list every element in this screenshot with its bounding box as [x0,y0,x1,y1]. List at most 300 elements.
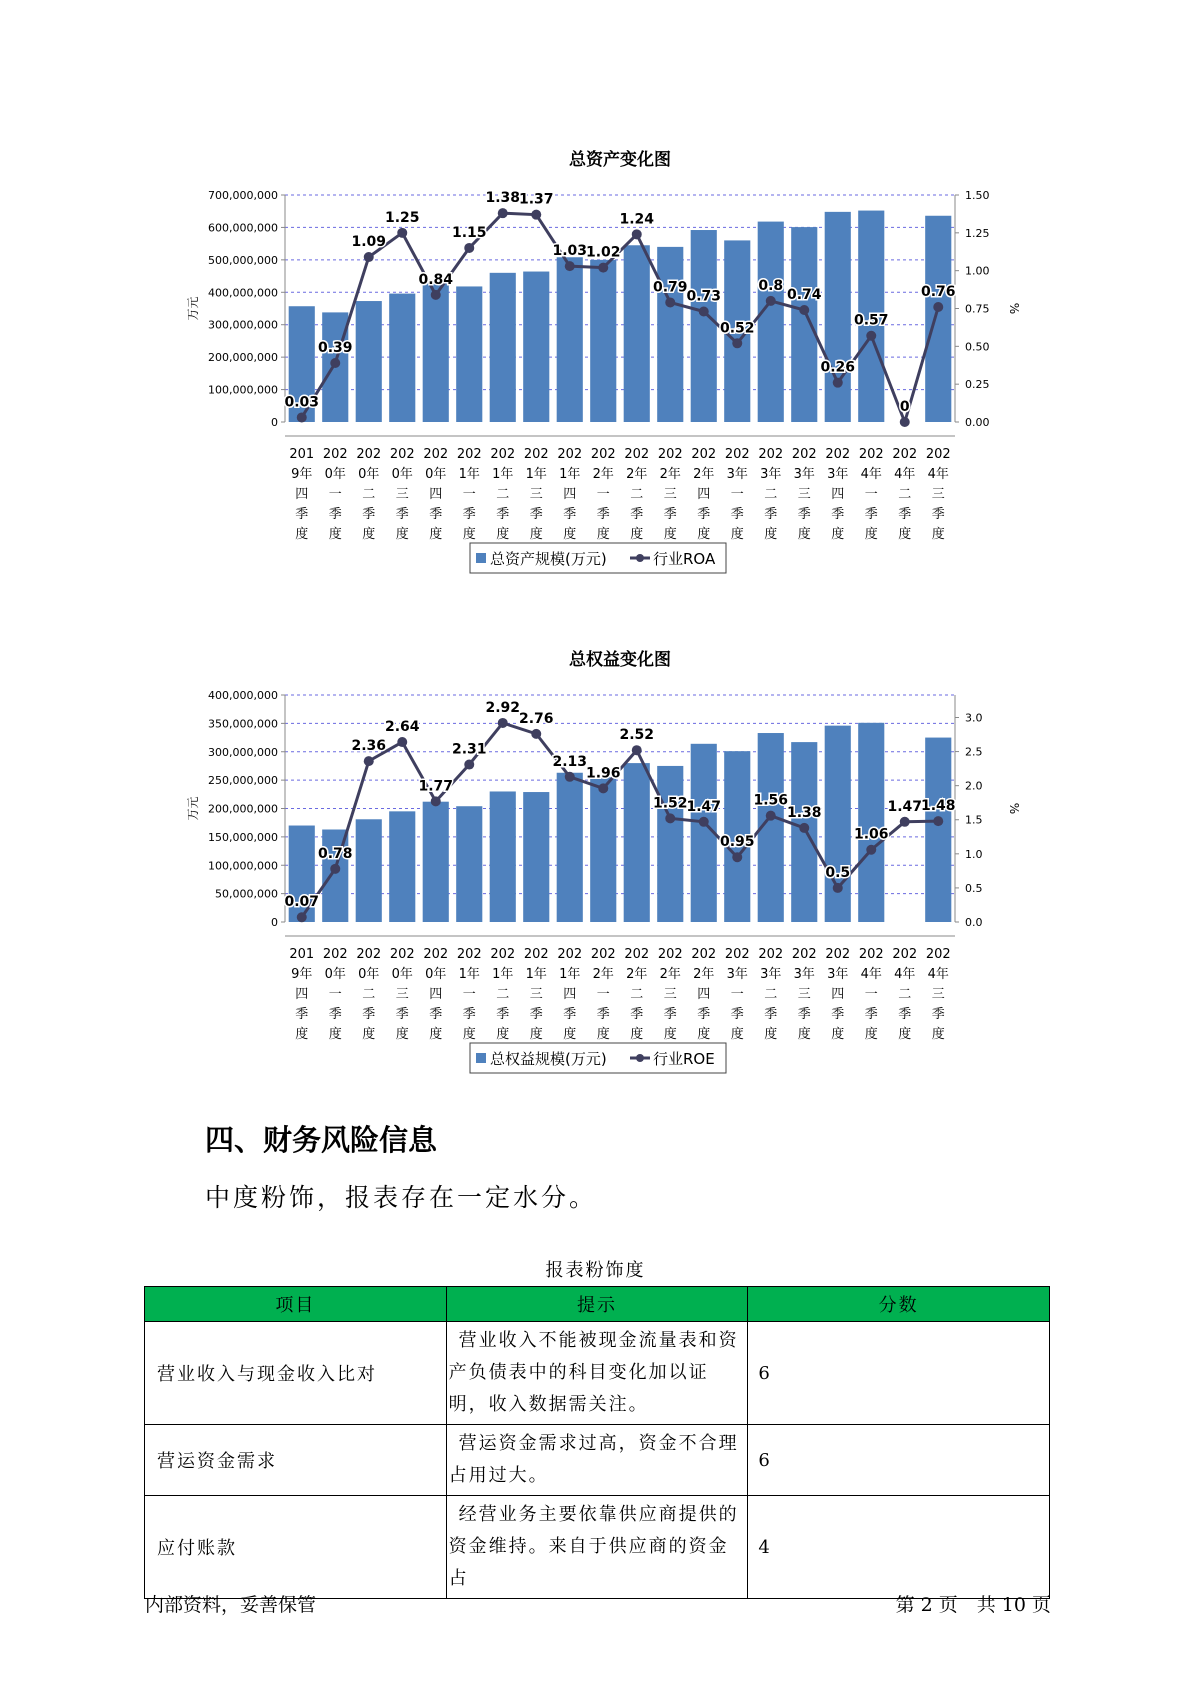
right-tick-label: 3.0 [965,711,983,725]
row-score: 6 [748,1425,1050,1496]
data-label: 0.52 [719,320,755,337]
category-label-line: 2年 [592,467,614,482]
data-label: 2.36 [351,738,387,755]
category-label-line: 四 [831,487,845,502]
right-tick-label: 1.00 [965,264,990,278]
category-label-line: 度 [362,527,376,542]
category-label-line: 季 [931,507,945,522]
data-label: 1.03 [552,243,588,260]
right-tick-label: 0.50 [965,340,990,354]
category-label-line: 3年 [760,967,782,982]
category-label-line: 4年 [860,967,882,982]
category-label-line: 2年 [592,967,614,982]
category-label-line: 1年 [458,967,480,982]
data-label: 2.76 [518,710,554,727]
left-tick-label: 150,000,000 [208,830,278,844]
risk-table [144,1286,1050,1599]
left-tick-label: 50,000,000 [215,887,278,901]
category-label-line: 202 [456,947,482,962]
category-label-line: 度 [663,527,677,542]
category-label-line: 3年 [793,967,815,982]
table-row [145,1425,1050,1496]
category-label-line: 一 [730,987,744,1002]
left-tick-label: 350,000,000 [208,717,278,731]
category-label-line: 1年 [525,467,547,482]
category-label-line: 二 [898,487,912,502]
category-label-line: 四 [697,987,711,1002]
category-label-line: 度 [931,527,945,542]
category-label-line: 季 [496,507,510,522]
category-label-line: 季 [797,1007,811,1022]
data-label: 1.09 [351,234,387,251]
category-label-line: 度 [462,1027,476,1042]
right-tick-label: 0.5 [965,881,983,895]
data-label: 1.56 [753,792,789,809]
row-hint: 营运资金需求过高，资金不合理占用过大。 [446,1425,748,1496]
category-label-line: 0年 [425,967,447,982]
category-label-line: 三 [797,487,811,502]
left-tick-label: 400,000,000 [208,286,278,300]
footer-page-number: 第 2 页 共 10 页 [895,1594,1051,1616]
right-tick-label: 0.75 [965,302,990,316]
category-label-line: 度 [898,527,912,542]
category-label-line: 季 [462,507,476,522]
category-label-line: 1年 [559,467,581,482]
category-label-line: 一 [864,987,878,1002]
category-label-line: 度 [864,1027,878,1042]
category-label-line: 季 [563,507,577,522]
left-tick-label: 600,000,000 [208,221,278,235]
y-axis-label-right: % [1007,302,1021,315]
category-label-line: 202 [322,947,348,962]
category-label-line: 度 [529,1027,543,1042]
right-tick-label: 2.0 [965,779,983,793]
data-label: 1.38 [786,804,822,821]
data-label: 1.06 [853,826,889,843]
category-label-line: 度 [864,527,878,542]
data-label: 0.76 [920,283,956,300]
table-row [145,1496,1050,1599]
category-label-line: 度 [931,1027,945,1042]
row-item: 营运资金需求 [145,1425,447,1496]
right-tick-label: 0.00 [965,416,990,429]
category-label-line: 一 [462,487,476,502]
data-label: 0.39 [317,339,353,356]
category-label-line: 度 [764,1027,778,1042]
category-label-line: 二 [362,987,376,1002]
data-label: 2.92 [485,699,521,716]
category-label-line: 度 [295,527,309,542]
category-label-line: 度 [831,1027,845,1042]
category-label-line: 度 [697,527,711,542]
category-label-line: 季 [898,1007,912,1022]
data-label: 0.5 [825,864,851,881]
table-row [145,1322,1050,1425]
category-label-line: 季 [764,1007,778,1022]
category-label-line: 四 [429,987,443,1002]
category-label-line: 202 [925,447,951,462]
category-label-line: 202 [791,947,817,962]
category-label-line: 季 [831,1007,845,1022]
category-label-line: 3年 [726,967,748,982]
category-label-line: 二 [764,487,778,502]
category-label-line: 3年 [793,467,815,482]
category-label-line: 季 [596,1007,610,1022]
category-label-line: 三 [529,487,543,502]
y-axis-label-right: % [1007,802,1021,815]
data-label: 0.03 [284,394,320,411]
category-label-line: 季 [429,507,443,522]
category-label-line: 度 [831,527,845,542]
category-label-line: 度 [663,1027,677,1042]
category-label-line: 3年 [760,467,782,482]
category-label-line: 202 [791,447,817,462]
category-label-line: 度 [496,527,510,542]
category-label-line: 2年 [693,467,715,482]
category-label-line: 二 [630,987,644,1002]
category-label-line: 三 [797,987,811,1002]
legend-bar-label: 总权益规模(万元) [490,1050,607,1068]
row-score: 6 [748,1322,1050,1425]
category-label-line: 一 [864,487,878,502]
category-label-line: 季 [395,1007,409,1022]
data-label: 0.07 [284,894,320,911]
left-tick-label: 300,000,000 [208,318,278,332]
category-label-line: 4年 [860,467,882,482]
category-label-line: 202 [322,447,348,462]
legend-bar-label: 总资产规模(万元) [490,550,607,568]
category-label-line: 度 [730,527,744,542]
data-label: 1.77 [418,778,454,795]
category-label-line: 度 [395,1027,409,1042]
category-label-line: 度 [295,1027,309,1042]
category-label-line: 202 [523,947,549,962]
category-label-line: 1年 [492,467,514,482]
category-label-line: 2年 [659,467,681,482]
category-label-line: 季 [831,507,845,522]
category-label-line: 2年 [626,967,648,982]
category-label-line: 202 [389,447,415,462]
category-label-line: 二 [764,987,778,1002]
category-label-line: 3年 [827,967,849,982]
category-label-line: 一 [462,987,476,1002]
category-label-line: 二 [496,487,510,502]
category-label-line: 一 [328,487,342,502]
category-label-line: 0年 [358,467,380,482]
category-label-line: 度 [529,527,543,542]
header-item: 项目 [145,1287,447,1322]
category-label-line: 0年 [425,467,447,482]
category-label-line: 202 [657,947,683,962]
category-label-line: 季 [630,1007,644,1022]
category-label-line: 度 [596,527,610,542]
chart-title: 总资产变化图 [569,150,671,170]
category-label-line: 202 [456,447,482,462]
category-label-line: 四 [831,987,845,1002]
data-label: 2.31 [451,741,487,758]
category-label-line: 度 [395,527,409,542]
category-label-line: 4年 [894,967,916,982]
data-label: 0.73 [686,288,722,305]
data-label: 2.64 [384,719,420,736]
category-label-line: 季 [630,507,644,522]
category-label-line: 3年 [827,467,849,482]
category-label-line: 季 [429,1007,443,1022]
footer-confidential: 内部资料，妥善保管 [145,1594,317,1616]
category-label-line: 季 [295,1007,309,1022]
data-label: 1.47 [686,798,722,815]
row-item: 应付账款 [145,1496,447,1599]
left-tick-label: 0 [271,916,278,929]
category-label-line: 202 [356,947,382,962]
category-label-line: 季 [730,507,744,522]
category-label-line: 一 [596,487,610,502]
category-label-line: 季 [563,1007,577,1022]
category-label-line: 202 [758,447,784,462]
left-tick-label: 0 [271,416,278,429]
category-label-line: 季 [295,507,309,522]
category-label-line: 202 [892,447,918,462]
category-label-line: 202 [490,447,516,462]
category-label-line: 202 [657,447,683,462]
category-label-line: 四 [563,487,577,502]
section-text: 中度粉饰，报表存在一定水分。 [205,1183,598,1212]
category-label-line: 度 [730,1027,744,1042]
category-label-line: 度 [362,1027,376,1042]
category-label-line: 0年 [391,967,413,982]
category-label-line: 度 [328,527,342,542]
category-label-line: 度 [630,1027,644,1042]
left-tick-label: 200,000,000 [208,351,278,365]
category-label-line: 202 [858,947,884,962]
category-label-line: 一 [730,487,744,502]
category-label-line: 一 [328,987,342,1002]
category-label-line: 度 [496,1027,510,1042]
category-label-line: 202 [691,947,717,962]
category-label-line: 202 [356,447,382,462]
data-label: 0 [899,399,910,415]
category-label-line: 三 [663,487,677,502]
data-label: 0.78 [317,845,353,862]
right-tick-label: 1.5 [965,813,983,827]
category-label-line: 三 [931,487,945,502]
category-label-line: 季 [395,507,409,522]
category-label-line: 季 [596,507,610,522]
category-label-line: 季 [362,1007,376,1022]
category-label-line: 四 [295,487,309,502]
category-label-line: 度 [697,1027,711,1042]
left-tick-label: 500,000,000 [208,253,278,267]
category-label-line: 3年 [726,467,748,482]
y-axis-label-left: 万元 [186,796,200,821]
category-label-line: 度 [563,527,577,542]
category-label-line: 202 [758,947,784,962]
left-tick-label: 100,000,000 [208,859,278,873]
category-label-line: 季 [797,507,811,522]
header-score: 分数 [748,1287,1050,1322]
category-label-line: 202 [389,947,415,962]
data-label: 0.79 [652,279,688,296]
category-label-line: 四 [429,487,443,502]
right-tick-label: 1.50 [965,189,990,202]
category-label-line: 二 [898,987,912,1002]
category-label-line: 202 [624,947,650,962]
category-label-line: 季 [898,507,912,522]
category-label-line: 202 [490,947,516,962]
category-label-line: 4年 [894,467,916,482]
category-label-line: 三 [395,987,409,1002]
category-label-line: 度 [898,1027,912,1042]
category-label-line: 一 [596,987,610,1002]
category-label-line: 1年 [492,967,514,982]
data-label: 2.52 [619,727,655,744]
data-label: 1.52 [652,795,688,812]
data-label: 0.26 [820,359,856,376]
category-label-line: 度 [797,527,811,542]
legend-line-label: 行业ROE [653,1050,715,1068]
category-label-line: 度 [429,1027,443,1042]
category-label-line: 201 [289,447,315,462]
category-label-line: 202 [691,447,717,462]
category-label-line: 度 [563,1027,577,1042]
category-label-line: 季 [697,1007,711,1022]
category-label-line: 202 [825,447,851,462]
category-label-line: 4年 [927,967,949,982]
category-label-line: 202 [423,947,449,962]
right-tick-label: 0.25 [965,378,990,392]
row-score: 4 [748,1496,1050,1599]
section-heading: 四、财务风险信息 [205,1123,438,1157]
y-axis-label-left: 万元 [186,296,200,321]
category-label-line: 四 [697,487,711,502]
data-label: 1.37 [518,191,554,208]
category-label-line: 季 [362,507,376,522]
data-label: 2.13 [552,753,588,770]
left-tick-label: 250,000,000 [208,774,278,788]
data-label: 1.02 [585,244,621,261]
left-tick-label: 400,000,000 [208,689,278,702]
category-label-line: 202 [724,447,750,462]
data-label: 0.95 [719,834,755,851]
category-label-line: 季 [764,507,778,522]
category-label-line: 2年 [626,467,648,482]
category-label-line: 三 [529,987,543,1002]
category-label-line: 4年 [927,467,949,482]
category-label-line: 季 [663,1007,677,1022]
category-label-line: 四 [563,987,577,1002]
right-tick-label: 0.0 [965,916,983,929]
data-label: 0.74 [786,287,822,304]
category-label-line: 202 [557,947,583,962]
category-label-line: 季 [328,1007,342,1022]
category-label-line: 0年 [391,467,413,482]
right-tick-label: 2.5 [965,745,983,759]
category-label-line: 202 [925,947,951,962]
data-label: 1.47 [887,798,923,815]
header-hint: 提示 [446,1287,748,1322]
category-label-line: 1年 [559,967,581,982]
category-label-line: 季 [529,507,543,522]
left-tick-label: 700,000,000 [208,189,278,202]
data-label: 1.38 [485,190,521,207]
category-label-line: 度 [630,527,644,542]
data-label: 1.96 [585,765,621,782]
left-tick-label: 200,000,000 [208,802,278,816]
data-label: 0.57 [853,312,889,329]
category-label-line: 202 [892,947,918,962]
data-label: 0.84 [418,271,454,288]
left-tick-label: 100,000,000 [208,383,278,397]
category-label-line: 三 [931,987,945,1002]
data-label: 1.48 [920,798,956,815]
category-label-line: 二 [496,987,510,1002]
category-label-line: 季 [496,1007,510,1022]
category-label-line: 季 [462,1007,476,1022]
data-label: 1.25 [384,209,420,226]
category-label-line: 1年 [525,967,547,982]
category-label-line: 度 [596,1027,610,1042]
right-tick-label: 1.25 [965,226,990,240]
row-item: 营业收入与现金收入比对 [145,1322,447,1425]
data-label: 1.24 [619,211,655,228]
category-label-line: 度 [429,527,443,542]
row-hint: 经营业务主要依靠供应商提供的资金维持。来自于供应商的资金占 [446,1496,748,1599]
category-label-line: 季 [529,1007,543,1022]
category-label-line: 季 [697,507,711,522]
category-label-line: 季 [730,1007,744,1022]
legend-line-label: 行业ROA [653,550,716,568]
category-label-line: 202 [858,447,884,462]
category-label-line: 季 [864,1007,878,1022]
category-label-line: 202 [423,447,449,462]
category-label-line: 三 [395,487,409,502]
category-label-line: 季 [663,507,677,522]
category-label-line: 0年 [324,967,346,982]
category-label-line: 四 [295,987,309,1002]
table-caption: 报表粉饰度 [545,1260,646,1281]
data-label: 1.15 [451,224,487,241]
category-label-line: 9年 [291,467,313,482]
category-label-line: 2年 [659,967,681,982]
category-label-line: 1年 [458,467,480,482]
category-label-line: 季 [931,1007,945,1022]
left-tick-label: 300,000,000 [208,745,278,759]
table-header-row [145,1287,1050,1322]
category-label-line: 202 [590,947,616,962]
category-label-line: 三 [663,987,677,1002]
category-label-line: 0年 [324,467,346,482]
chart-title: 总权益变化图 [569,650,671,670]
category-label-line: 202 [624,447,650,462]
right-tick-label: 1.0 [965,847,983,861]
category-label-line: 9年 [291,967,313,982]
row-hint: 营业收入不能被现金流量表和资产负债表中的科目变化加以证明，收入数据需关注。 [446,1322,748,1425]
category-label-line: 202 [825,947,851,962]
category-label-line: 度 [462,527,476,542]
category-label-line: 0年 [358,967,380,982]
data-label: 0.8 [758,277,784,294]
category-label-line: 202 [523,447,549,462]
category-label-line: 202 [557,447,583,462]
category-label-line: 季 [328,507,342,522]
category-label-line: 度 [797,1027,811,1042]
category-label-line: 二 [362,487,376,502]
category-label-line: 2年 [693,967,715,982]
category-label-line: 201 [289,947,315,962]
category-label-line: 度 [328,1027,342,1042]
category-label-line: 二 [630,487,644,502]
category-label-line: 202 [724,947,750,962]
